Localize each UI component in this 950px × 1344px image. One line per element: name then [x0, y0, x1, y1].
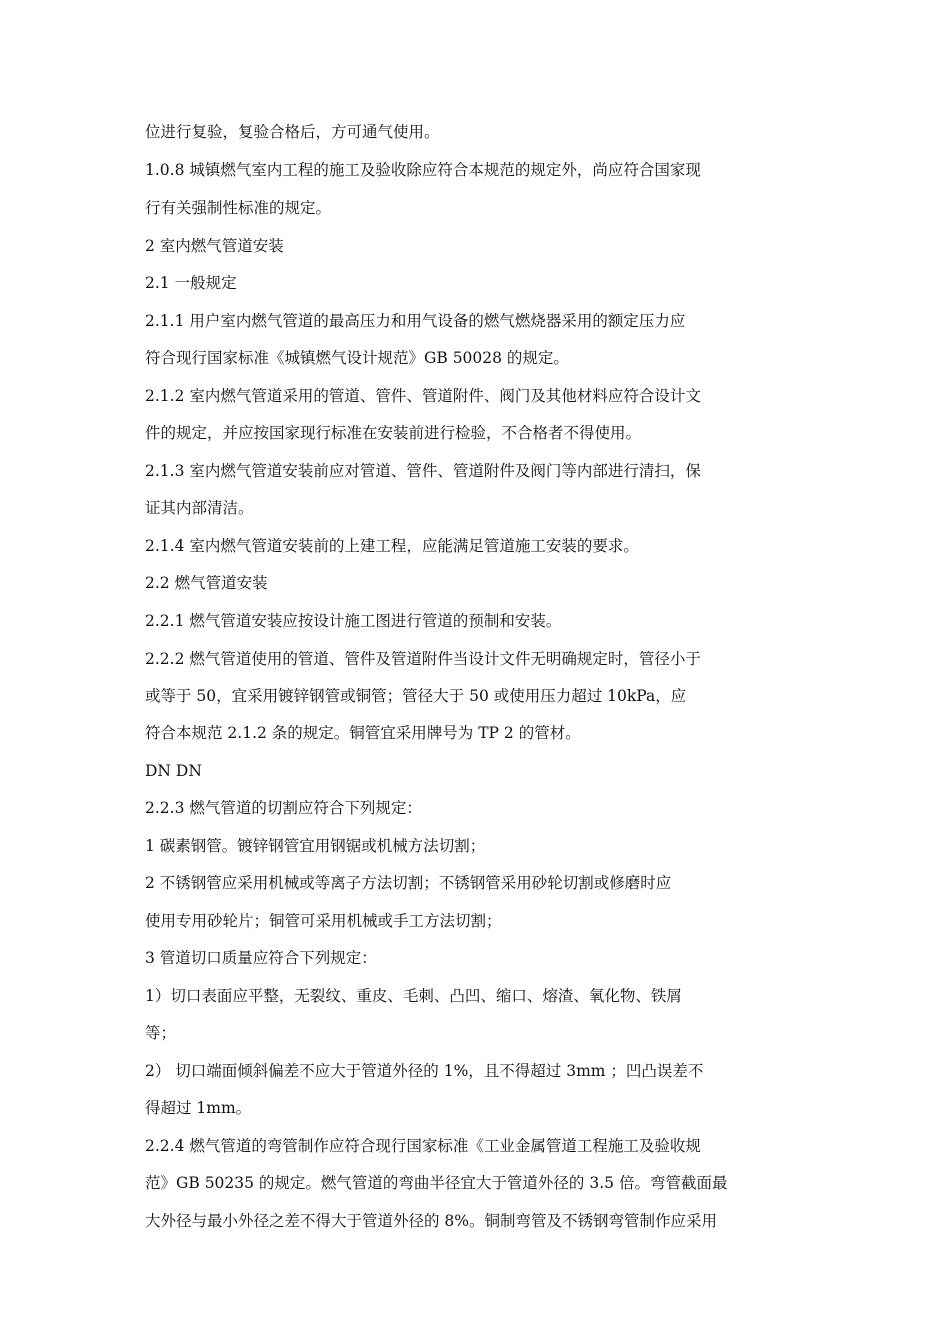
text-line: 范》GB 50235 的规定。燃气管道的弯曲半径宜大于管道外径的 3.5 倍。弯管截面最	[145, 1174, 728, 1192]
text-line: 1 碳素钢管。镀锌钢管宜用钢锯或机械方法切割；	[145, 837, 486, 855]
section-heading: 2 室内燃气管道安装	[145, 237, 284, 255]
text-line: 使用专用砂轮片；铜管可采用机械或手工方法切割；	[145, 912, 502, 930]
text-line: 符合本规范 2.1.2 条的规定。铜管宜采用牌号为 TP 2 的管材。	[145, 724, 581, 742]
text-line: 2.2.2 燃气管道使用的管道、管件及管道附件当设计文件无明确规定时，管径小于	[145, 650, 701, 668]
section-heading: 2.1 一般规定	[145, 274, 237, 292]
text-line: 符合现行国家标准《城镇燃气设计规范》GB 50028 的规定。	[145, 349, 569, 367]
text-line: 2 不锈钢管应采用机械或等离子方法切割；不锈钢管采用砂轮切割或修磨时应	[145, 874, 672, 892]
text-line: 2.1.3 室内燃气管道安装前应对管道、管件、管道附件及阀门等内部进行清扫，保	[145, 462, 701, 480]
text-line: 行有关强制性标准的规定。	[145, 199, 332, 217]
text-line: 等；	[145, 1024, 177, 1042]
section-heading: 2.2 燃气管道安装	[145, 574, 268, 592]
text-line: DN DN	[145, 762, 202, 780]
text-line: 件的规定，并应按国家现行标准在安装前进行检验，不合格者不得使用。	[145, 424, 642, 442]
text-line: 或等于 50，宜采用镀锌钢管或铜管；管径大于 50 或使用压力超过 10kPa，应	[145, 687, 687, 705]
text-line: 2.1.4 室内燃气管道安装前的上建工程，应能满足管道施工安装的要求。	[145, 537, 639, 555]
text-line: 2.1.2 室内燃气管道采用的管道、管件、管道附件、阀门及其他材料应符合设计文	[145, 387, 701, 405]
text-line: 2.2.1 燃气管道安装应按设计施工图进行管道的预制和安装。	[145, 612, 562, 630]
text-line: 2.1.1 用户室内燃气管道的最高压力和用气设备的燃气燃烧器采用的额定压力应	[145, 312, 686, 330]
text-line: 1.0.8 城镇燃气室内工程的施工及验收除应符合本规范的规定外，尚应符合国家现	[145, 161, 701, 179]
text-line: 2.2.3 燃气管道的切割应符合下列规定：	[145, 799, 422, 817]
text-line: 大外径与最小外径之差不得大于管道外径的 8%。铜制弯管及不锈钢弯管制作应采用	[145, 1212, 718, 1230]
text-line: 得超过 1mm。	[145, 1099, 252, 1117]
text-line: 证其内部清洁。	[145, 499, 254, 517]
text-line: 1）切口表面应平整，无裂纹、重皮、毛刺、凸凹、缩口、熔渣、氧化物、铁屑	[145, 987, 682, 1005]
text-line: 2.2.4 燃气管道的弯管制作应符合现行国家标准《工业金属管道工程施工及验收规	[145, 1137, 701, 1155]
text-line: 3 管道切口质量应符合下列规定：	[145, 949, 377, 967]
text-line: 位进行复验，复验合格后，方可通气使用。	[145, 123, 440, 141]
text-line: 2） 切口端面倾斜偏差不应大于管道外径的 1%，且不得超过 3mm ；凹凸误差不	[145, 1062, 704, 1080]
